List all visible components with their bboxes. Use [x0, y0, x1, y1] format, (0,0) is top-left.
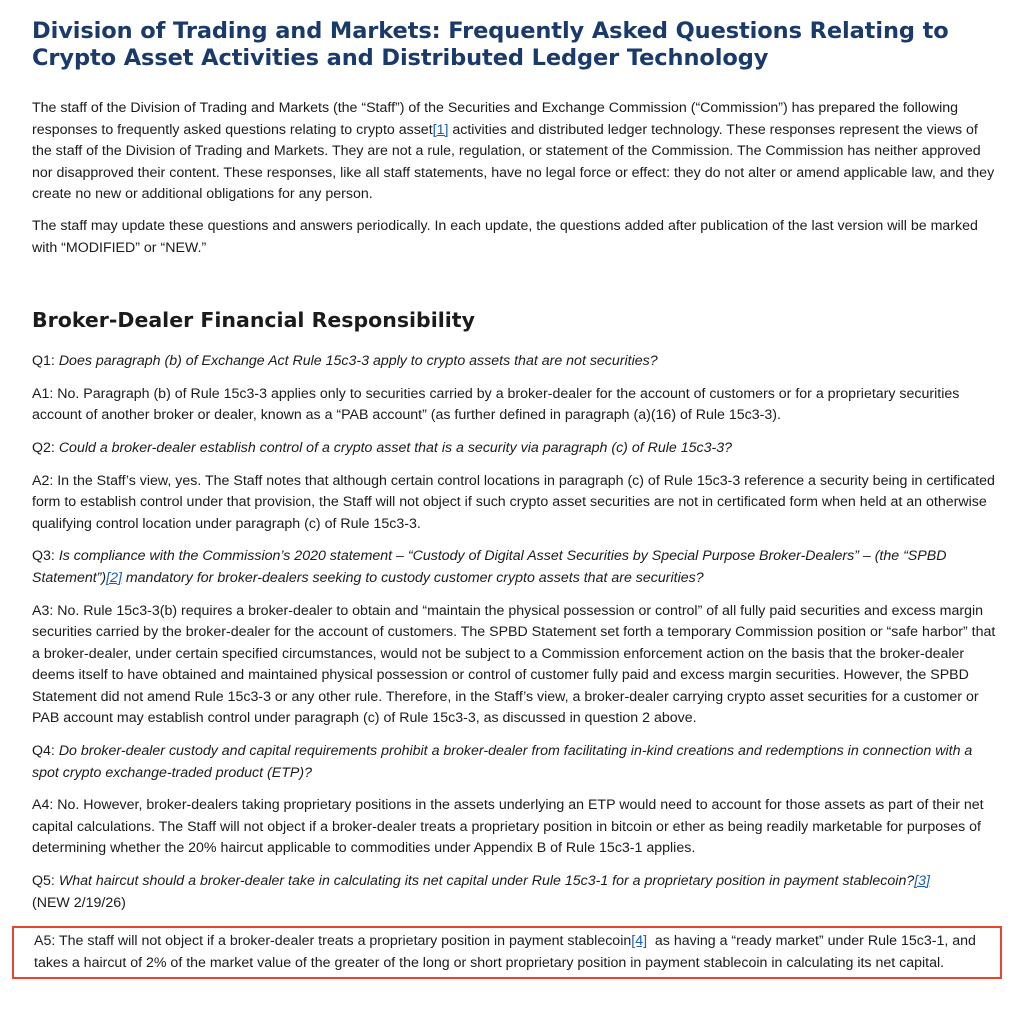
question-text: Does paragraph (b) of Exchange Act Rule 15c3-3 apply to crypto assets that are not securities?	[58, 353, 658, 370]
answer-5	[34, 931, 994, 974]
answer-2: A2: In the Staff’s view, yes. The Staff notes that although certain control locations in paragraph (c) of Rule 15c3-3 reference a security being in certificated form to establish control under that provision, the Staff will not object if such crypto asset securities are not in certificated form when held at an otherwise qualifying control location under paragraph (c) of Rule 15c3-3.	[32, 472, 995, 532]
answer-3: A3: No. Rule 15c3-3(b) requires a broker-dealer to obtain and “maintain the physical possession or control” of all fully paid securities and excess margin securities carried by the broker-dealer for the account of customers. The SPBD Statement set forth a temporary Commission position or “safe harbor” that a broker-dealer, under certain specified circumstances, would not be subject to a Commission enforcement action on the basis that the broker-dealer deems itself to have obtained and maintained physical possession or control of customer fully paid and excess margin securities. However, the SPBD Statement did not amend Rule 15c3-3 or any other rule. Therefore, in the Staff’s view, a broker-dealer carrying crypto asset securities for a customer or PAB account may establish control under paragraph (c) of Rule 15c3-3, as discussed in question 2 above.	[32, 602, 996, 727]
question-label: Q3:	[32, 548, 59, 565]
footnote-link-4[interactable]: [4]	[631, 933, 648, 950]
section-title: Broker-Dealer Financial Responsibility	[32, 308, 475, 333]
intro-text-start: The staff of the Division of Trading and Markets (the “Staff”) of the Securities and Exchange Commission (“Commission”) has prepared the following responses to frequently asked questions relating to crypto asset	[32, 100, 959, 138]
intro-paragraph	[32, 98, 1000, 206]
question-text: Is compliance with the Commission’s 2020 statement – “Custody of Digital Asset Securities by Special Purpose Broker-Dealers” – (the “SPBD Statement”)	[32, 548, 947, 586]
question-1	[32, 351, 1000, 373]
question-text: What haircut should a broker-dealer take in calculating its net capital under Rule 15c3-1 for a proprietary position in payment stablecoin?	[58, 873, 915, 890]
question-text: Could a broker-dealer establish control of a crypto asset that is a security via paragraph (c) of Rule 15c3-3?	[58, 439, 733, 456]
footnote-link-1[interactable]: [1]	[432, 121, 449, 138]
question-5	[32, 871, 1000, 914]
question-label: Q2:	[32, 439, 59, 456]
footnote-link-3[interactable]: [3]	[914, 873, 930, 890]
question-text-end: mandatory for broker-dealers seeking to custody customer crypto assets that are securities?	[121, 569, 704, 586]
question-3	[32, 546, 1000, 589]
question-4	[32, 741, 1000, 784]
question-label: Q1:	[32, 353, 59, 370]
answer-text-end: as having a “ready market” under Rule 15c3-1, and takes a haircut of 2% of the market value of the greater of the long or short proprietary position in payment stablecoin in calculating its net capital.	[34, 933, 980, 971]
question-2	[32, 438, 1000, 460]
new-tag: (NEW 2/19/26)	[32, 894, 126, 911]
page-title: Division of Trading and Markets: Frequently Asked Questions Relating to Crypto Asset Activities and Distributed Ledger Technology	[32, 18, 949, 71]
answer-4: A4: No. However, broker-dealers taking proprietary positions in the assets underlying an ETP would need to account for those assets as part of their net capital calculations. The Staff will not object if a broker-dealer treats a proprietary position in bitcoin or ether as being readily marketable for purposes of determining whether the 20% haircut applicable to commodities under Appendix B of Rule 15c3-1 applies.	[32, 797, 984, 857]
question-label: Q5:	[32, 873, 59, 890]
answer-1: A1: No. Paragraph (b) of Rule 15c3-3 applies only to securities carried by a broker-dealer for the account of customers or for a proprietary securities account of another broker or dealer, known as a “PAB account” (as further defined in paragraph (a)(16) of Rule 15c3-3).	[32, 385, 960, 424]
highlighted-answer-box	[12, 926, 1002, 979]
answer-text-start: A5: The staff will not object if a broker-dealer treats a proprietary position in payment stablecoin	[34, 933, 632, 950]
footnote-link-2[interactable]: [2]	[106, 569, 122, 586]
question-text: Do broker-dealer custody and capital requirements prohibit a broker-dealer from facilitating in-kind creations and redemptions in connection with a spot crypto exchange-traded product (ETP)?	[32, 743, 973, 781]
update-note: The staff may update these questions and answers periodically. In each update, the questions added after publication of the last version will be marked with “MODIFIED” or “NEW.”	[32, 217, 978, 256]
intro-text-end: activities and distributed ledger technology. These responses represent the views of the staff of the Division of Trading and Markets. They are not a rule, regulation, or statement of the Commission. The Commission has neither approved nor disapproved their content. These responses, like all staff statements, have no legal force or effect: they do not alter or amend applicable law, and they create no new or additional obligations for any person.	[32, 121, 995, 203]
question-label: Q4:	[32, 743, 59, 760]
